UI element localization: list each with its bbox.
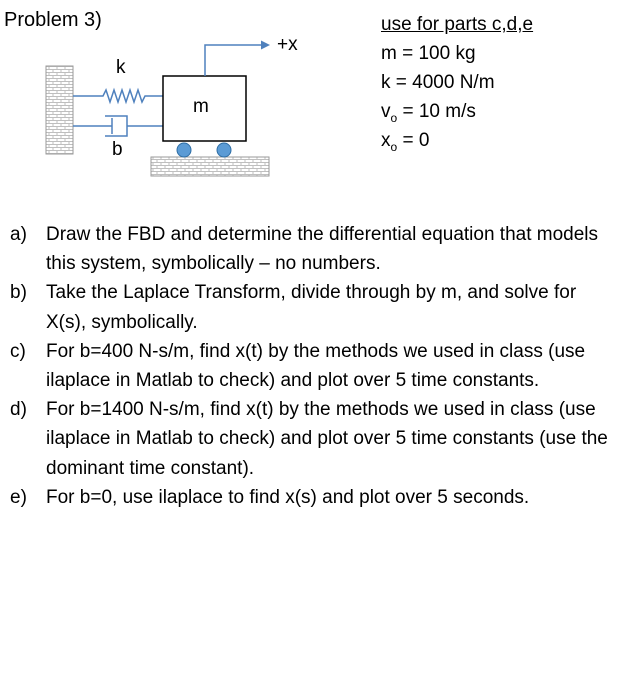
mass-spring-damper-diagram <box>0 0 330 180</box>
given-mass: m = 100 kg <box>381 43 476 64</box>
wall <box>46 66 73 154</box>
given-initial-velocity: $v_o = 10$ m/s <box>381 101 476 125</box>
given-header: use for parts c,d,e <box>381 14 534 35</box>
left-wheel <box>177 143 191 157</box>
problem-title: Problem 3) <box>4 9 102 31</box>
part-e: e) For b=0, use ilaplace to find x(s) and plot over 5 seconds. <box>10 486 530 508</box>
direction-arrow <box>205 41 270 77</box>
mass-label: m <box>193 96 209 117</box>
part-d: d) For b=1400 N-s/m, find x(t) by the methods we used in class (use ilaplace in Matlab to check) and plot over 5 time constants (use the dominant time constant). <box>10 399 608 479</box>
spring-label: k <box>116 57 126 78</box>
spring <box>73 90 163 102</box>
part-c: c) For b=400 N-s/m, find x(t) by the methods we used in class (use ilaplace in Matlab to check) and plot over 5 time constants. <box>10 340 586 392</box>
part-b: b) Take the Laplace Transform, divide through by m, and solve for X(s), symbolically. <box>10 282 577 333</box>
given-stiffness: k = 4000 N/m <box>381 72 495 93</box>
part-a: a) Draw the FBD and determine the differential equation that models this system, symbolically – no numbers. <box>10 224 599 275</box>
problem-parts-list <box>10 220 610 512</box>
right-wheel <box>217 143 231 157</box>
given-initial-position: $x_o = 0$ <box>381 130 430 154</box>
damper <box>73 116 163 136</box>
ground <box>151 157 269 176</box>
damper-label: b <box>112 139 123 160</box>
direction-label: +x <box>277 34 298 55</box>
